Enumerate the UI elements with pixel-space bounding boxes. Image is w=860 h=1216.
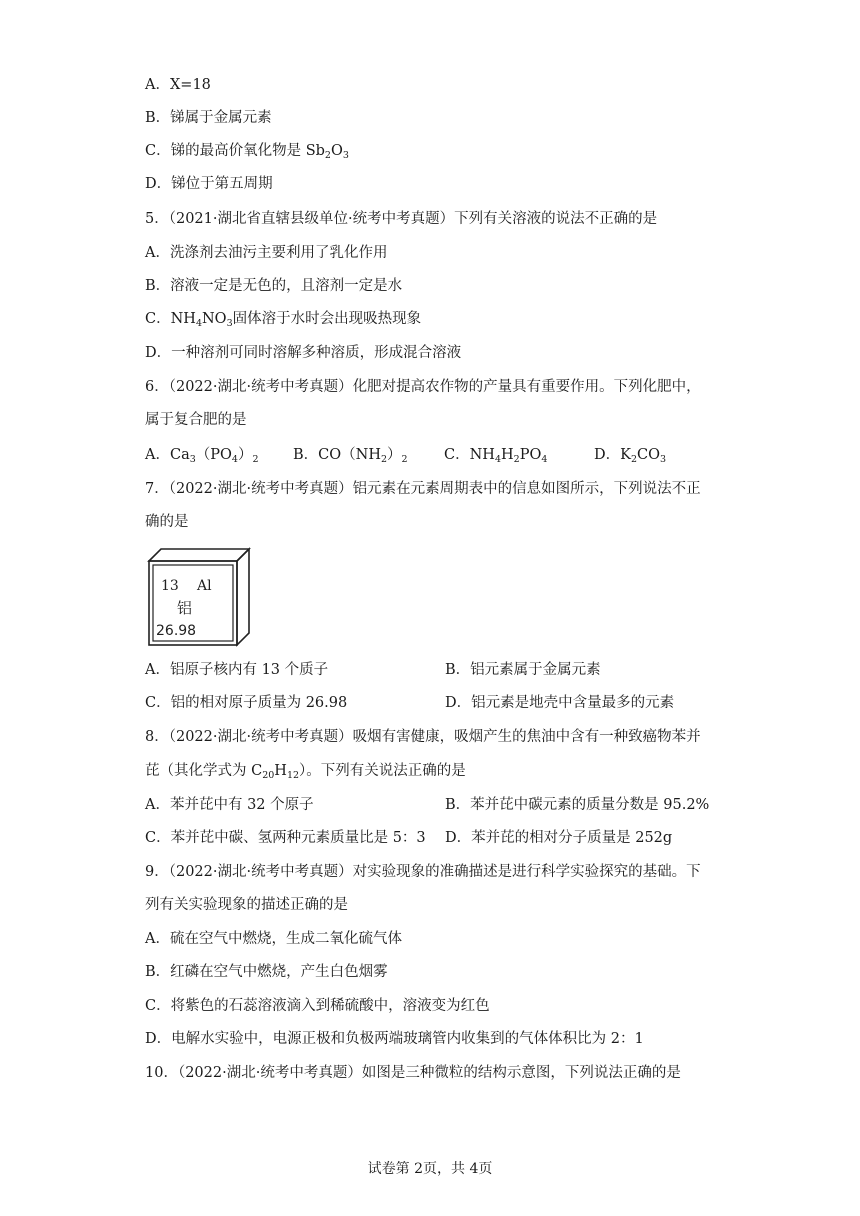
q7-option-b: B．铝元素属于金属元素 [445, 662, 601, 678]
q9-option-d: D．电解水实验中，电源正极和负极两端玻璃管内收集到的气体体积比为 2：1 [145, 1031, 644, 1047]
q4-option-b: B．锑属于金属元素 [145, 110, 272, 126]
q10-stem: 10．（2022·湖北·统考中考真题）如图是三种微粒的结构示意图，下列说法正确的是 [145, 1065, 681, 1081]
q9-option-a: A．硫在空气中燃烧，生成二氧化硫气体 [145, 931, 402, 947]
aluminum-element-cell [147, 547, 252, 647]
q6-option-a: A．$Ca_3(PO_4)_2$ [145, 447, 259, 465]
q4-option-a: A．X=18 [145, 77, 211, 93]
q9-option-c: C．将紫色的石蕊溶液滴入到稀硫酸中，溶液变为红色 [145, 998, 490, 1014]
q7-stem-line2: 确的是 [145, 514, 189, 530]
q5-stem: 5．（2021·湖北省直辖县级单位·统考中考真题）下列有关溶液的说法不正确的是 [145, 211, 658, 227]
q6-option-b: B．$CO(NH_2)_2$ [293, 447, 408, 465]
q4-option-d: D．锑位于第五周期 [145, 176, 273, 192]
q8-stem-line2: 芘（其化学式为 $C_{20}H_{12}$）。下列有关说法正确的是 [145, 763, 466, 781]
q7-stem-line1: 7．（2022·湖北·统考中考真题）铝元素在元素周期表中的信息如图所示，下列说法不正 [145, 481, 701, 497]
element-atomic-mass: 26.98 [156, 623, 197, 639]
q7-options-row1 [145, 660, 328, 680]
q5-option-b: B．溶液一定是无色的，且溶剂一定是水 [145, 278, 403, 294]
q8-option-c: C．苯并芘中碳、氢两种元素质量比是 5：3 [145, 830, 426, 846]
q6-option-d: D．$K_2CO_3$ [594, 447, 667, 465]
q6-stem-line1: 6．（2022·湖北·统考中考真题）化肥对提高农作物的产量具有重要作用。下列化肥中， [145, 379, 701, 395]
element-symbol: Al [197, 578, 212, 594]
q5-option-a: A．洗涤剂去油污主要利用了乳化作用 [145, 245, 388, 261]
element-name: 铝 [177, 599, 193, 617]
q5-option-c: C．$NH_4NO_3$固体溶于水时会出现吸热现象 [145, 311, 422, 329]
q7-option-c: C．铝的相对原子质量为 26.98 [145, 695, 348, 711]
q7-option-d: D．铝元素是地壳中含量最多的元素 [445, 695, 675, 711]
page-footer: 试卷第 2页，共 4页 [367, 1161, 493, 1177]
q6-stem-line2: 属于复合肥的是 [145, 412, 247, 428]
q9-option-b: B．红磷在空气中燃烧，产生白色烟雾 [145, 964, 388, 980]
q4-option-c: C．锑的最高价氧化物是 $Sb_2O_3$ [145, 143, 349, 161]
q6-option-c: C．$NH_4H_2PO_4$ [444, 447, 548, 465]
q8-option-d: D．苯并芘的相对分子质量是 252g [445, 830, 673, 846]
q8-option-b: B．苯并芘中碳元素的质量分数是 95.2% [445, 797, 710, 813]
q9-stem-line1: 9．（2022·湖北·统考中考真题）对实验现象的准确描述是进行科学实验探究的基础。下 [145, 864, 701, 880]
q5-option-d: D．一种溶剂可同时溶解多种溶质，形成混合溶液 [145, 345, 462, 361]
q9-stem-line2: 列有关实验现象的描述正确的是 [145, 897, 348, 913]
q8-option-a: A．苯并芘中有 32 个原子 [145, 797, 314, 813]
element-atomic-number: 13 [161, 578, 179, 594]
q7-option-a: A．铝原子核内有 13 个质子 [145, 662, 329, 678]
q8-stem-line1: 8．（2022·湖北·统考中考真题）吸烟有害健康，吸烟产生的焦油中含有一种致癌物苯并 [145, 729, 701, 745]
